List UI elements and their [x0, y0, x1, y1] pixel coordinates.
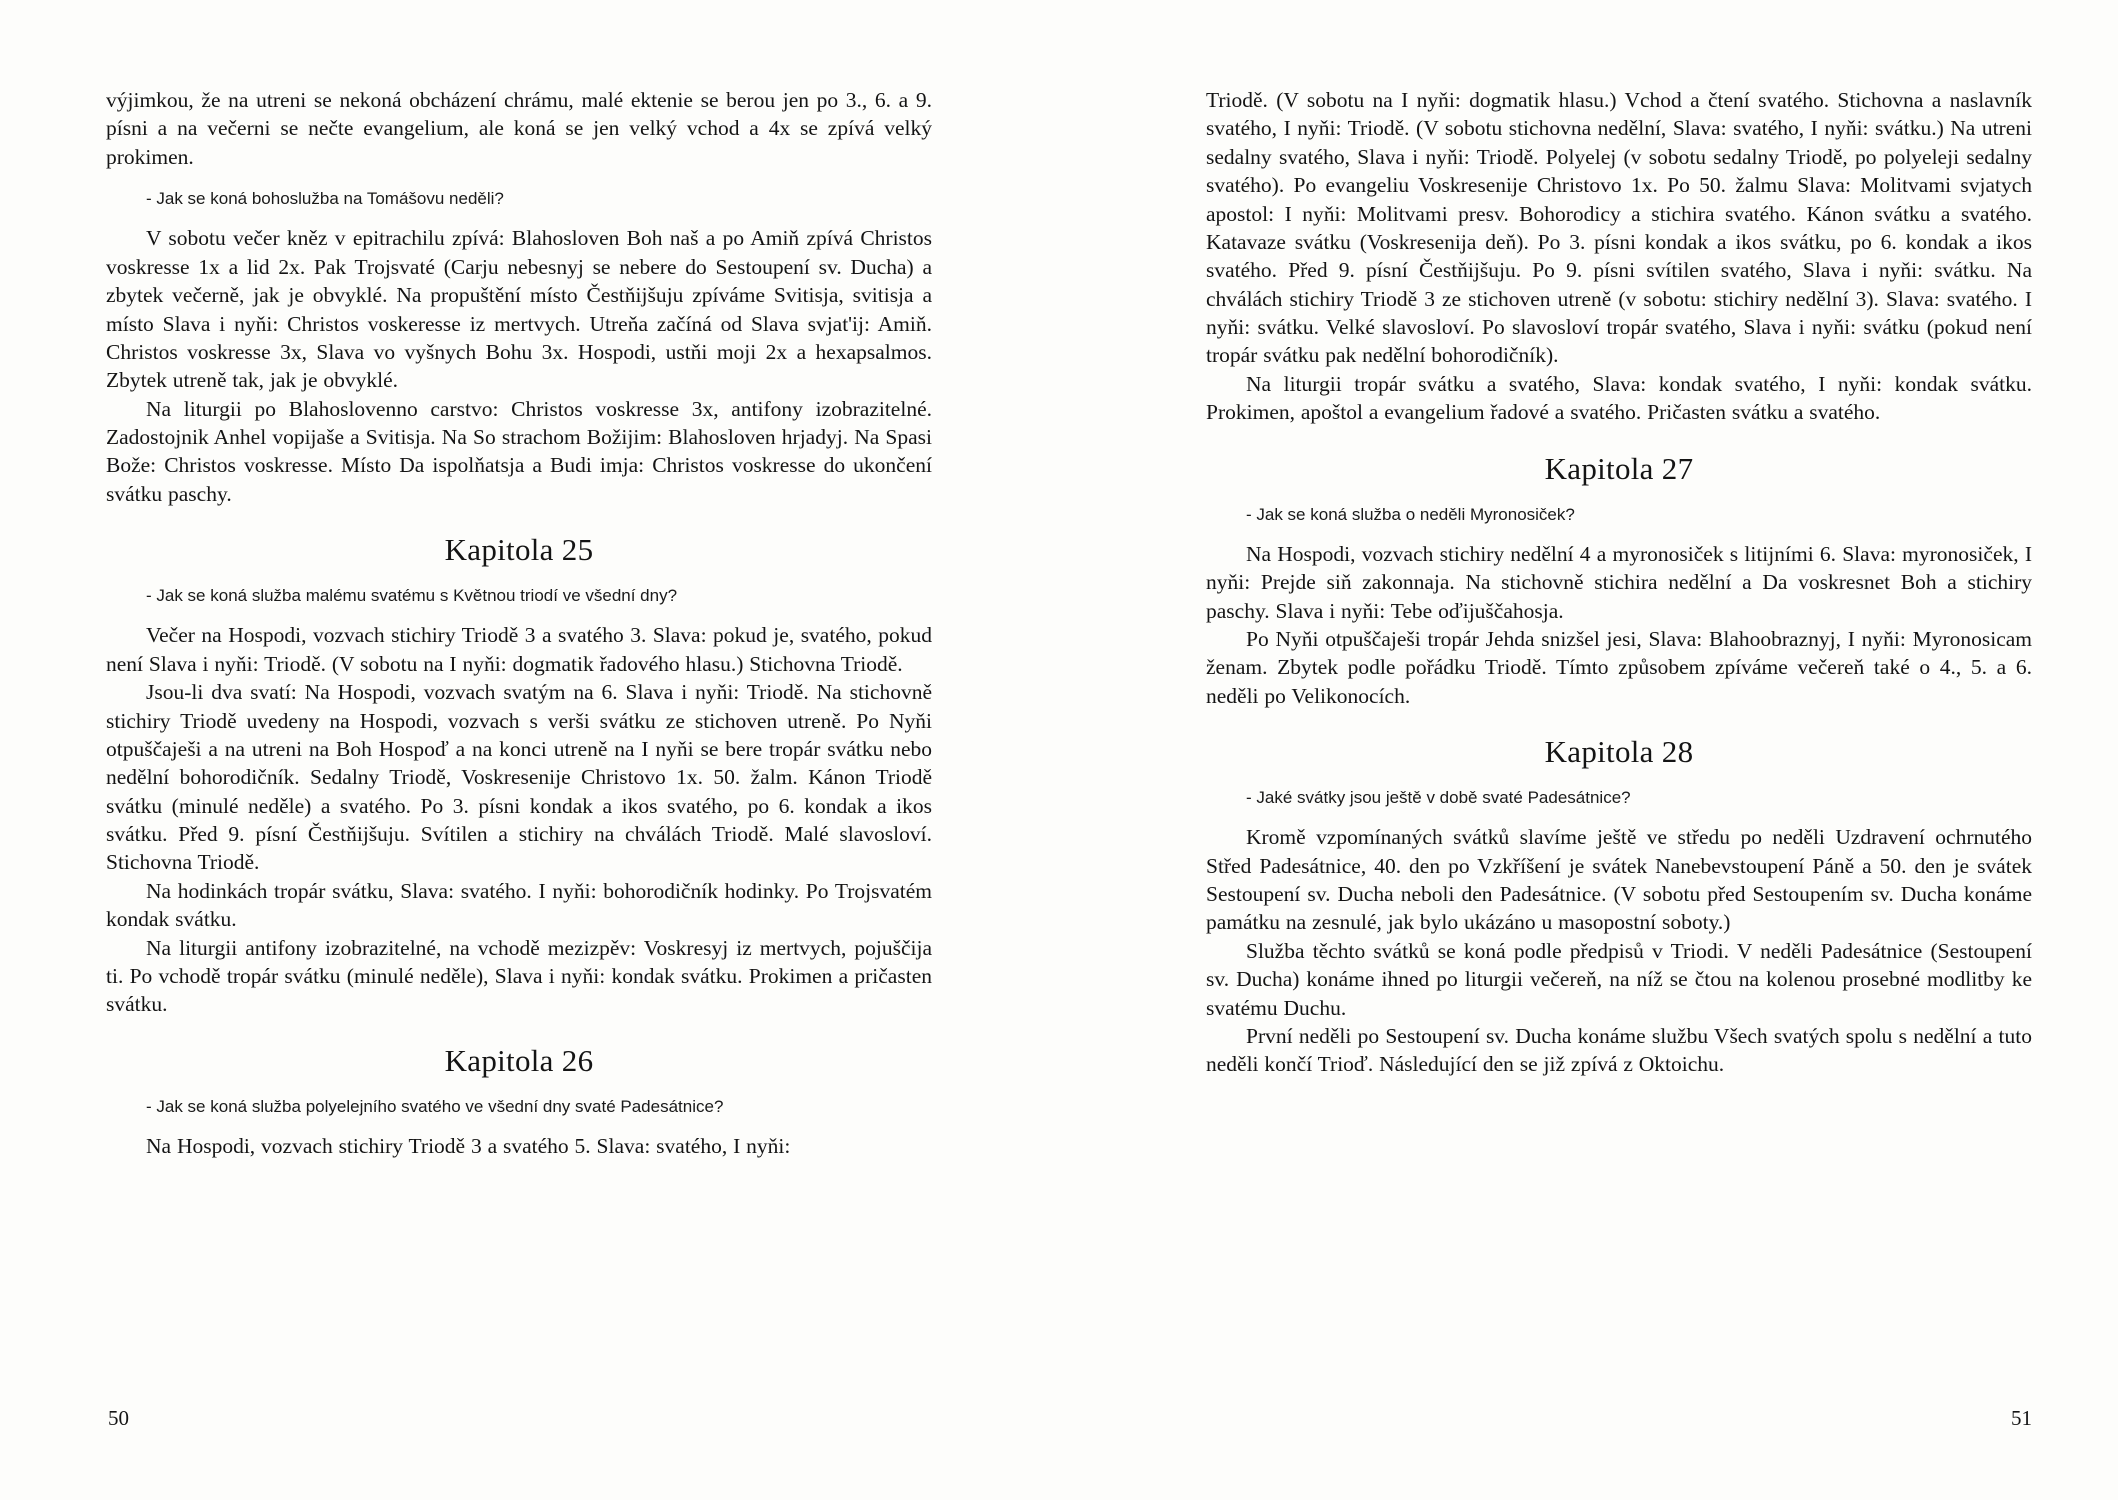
rubric-question: - Jak se koná služba malému svatému s Květnou triodí ve všední dny?	[146, 586, 678, 606]
body-paragraph: Na liturgii po Blahoslovenno carstvo: Christos voskresse 3x, antifony izobrazitelné. Zadostojnik Anhel vopijaše a Svitisja. Na So strachom Božijim: Blahosloven hrjadyj. Na Spasi Bože: Christos voskresse. Místo Da ispolňatsja a Budi imja: Christos voskresse do ukončení svátku paschy.	[106, 396, 932, 506]
body-paragraph: Služba těchto svátků se koná podle předpisů v Triodi. V neděli Padesátnice (Sestoupení sv. Ducha) konáme ihned po liturgii večereň, na níž se čtou na kolenou prosebné modlitby ke svatému Duchu.	[1206, 938, 2032, 1020]
body-paragraph: Na Hospodi, vozvach stichiry nedělní 4 a myronosiček s litijními 6. Slava: myronosiček, I nyňi: Prejde siň zakonnaja. Na stichovně stichira nedělní a Da voskresnet Boh a stichiry paschy. Slava i nyňi: Tebe oďijuščahosja.	[1206, 541, 2032, 623]
chapter-heading: Kapitola 28	[1544, 734, 1694, 769]
chapter-heading: Kapitola 26	[444, 1042, 594, 1078]
rubric-question: - Jaké svátky jsou ještě v době svaté Padesátnice?	[1246, 788, 1631, 807]
rubric-question: - Jak se koná služba polyelejního svatého ve všední dny svaté Padesátnice?	[146, 1096, 724, 1116]
rubric-question: - Jak se koná bohoslužba na Tomášovu neděli?	[146, 189, 504, 209]
chapter-heading: Kapitola 27	[1544, 450, 1694, 486]
rubric-question: - Jak se koná služba o neděli Myronosiček?	[1246, 504, 1575, 524]
body-paragraph: V sobotu večer kněz v epitrachilu zpívá: Blahosloven Boh naš a po Amiň zpívá Christos voskresse 1x a lid 2x. Pak Trojsvaté (Carju nebesnyj se nebere do Sestoupení sv. Ducha) a zbytek večerně, jak je obvyklé. Na propuštění místo Čestňijšuju zpíváme Svitisja, svitisja a místo Slava i nyňi: Christos voskeresse iz mertvych. Utreňa začíná od Slava svjat'ij: Amiň. Christos voskresse 3x, Slava vo vyšnych Bohu 3x. Hospodi, ustňi moji 2x a hexapsalmos. Zbytek utreně tak, jak je obvyklé.	[106, 226, 932, 393]
body-paragraph: Na liturgii tropár svátku a svatého, Slava: kondak svatého, I nyňi: kondak svátku. Prokimen, apoštol a evangelium řadové a svatého. Pričasten svátku a svatého.	[1206, 371, 2032, 425]
page-number-right: 51	[2011, 1406, 2032, 1430]
page-number-left: 50	[108, 1406, 129, 1430]
page-left	[106, 86, 932, 1160]
body-paragraph: První neděli po Sestoupení sv. Ducha konáme službu Všech svatých spolu s nedělní a tuto neděli končí Trioď. Následující den se již zpívá z Oktoichu.	[1206, 1023, 2032, 1077]
body-paragraph: výjimkou, že na utreni se nekoná obcházení chrámu, malé ektenie se berou jen po 3., 6. a 9. písni a na večerni se nečte evangelium, ale koná se jen velký vchod a 4x se zpívá velký prokimen.	[106, 88, 932, 169]
body-paragraph: Na hodinkách tropár svátku, Slava: svatého. I nyňi: bohorodičník hodinky. Po Trojsvatém kondak svátku.	[106, 878, 932, 932]
body-paragraph: Jsou-li dva svatí: Na Hospodi, vozvach svatým na 6. Slava i nyňi: Triodě. Na stichovně stichiry Triodě uvedeny na Hospodi, vozvach s verši svátku ze stichoven utreně. Po Nyňi otpuščaješi a na utreni na Boh Hospoď a na konci utreně na I nyňi se bere tropár svátku nebo nedělní bohorodičník. Sedalny Triodě, Voskresenije Christovo 1x. 50. žalm. Kánon Triodě svátku (minulé neděle) a svatého. Po 3. písni kondak a ikos svatého, po 6. kondak a ikos svátku. Před 9. písní Čestňijšuju. Svítilen a stichiry na chválách Triodě. Malé slavosloví. Stichovna Triodě.	[106, 680, 932, 875]
chapter-heading: Kapitola 25	[444, 532, 594, 568]
page-right	[1206, 86, 2032, 1079]
body-paragraph: Na liturgii antifony izobrazitelné, na vchodě mezizpěv: Voskresyj iz mertvych, pojuščija ti. Po vchodě tropár svátku (minulé neděle), Slava i nyňi: kondak svátku. Prokimen a pričasten svátku.	[106, 935, 932, 1017]
body-paragraph: Kromě vzpomínaných svátků slavíme ještě ve středu po neděli Uzdravení ochrnutého Střed Padesátnice, 40. den po Vzkříšení je svátek Nanebevstoupení Páně a 50. den je svátek Sestoupení sv. Ducha neboli den Padesátnice. (V sobotu před Sestoupením sv. Ducha konáme památku na zesnulé, jak bylo ukázáno u masopostní soboty.)	[1206, 825, 2032, 935]
body-paragraph: Triodě. (V sobotu na I nyňi: dogmatik hlasu.) Vchod a čtení svatého. Stichovna a naslavník svatého, I nyňi: Triodě. (V sobotu stichovna nedělní, Slava: svatého, I nyňi: svátku.) Na utreni sedalny svatého, Slava i nyňi: Triodě. Polyelej (v sobotu sedalny Triodě, po polyeleji sedalny svatého). Po evangeliu Voskresenije Christovo 1x. Po 50. žalmu Slava: Molitvami svjatych apostol: I nyňi: Molitvami presv. Bohorodicy a stichira svatého. Kánon svátku a svatého. Katavaze svátku (Voskresenija deň). Po 3. písni kondak a ikos svátku, po 6. kondak a ikos svatého. Před 9. písní Čestňijšuju. Po 9. písni svítilen svatého, Slava i nyňi: svátku. Na chválách stichiry Triodě 3 ze stichoven utreně (v sobotu: stichiry nedělní 3). Slava: svatého. I nyňi: svátku. Velké slavosloví. Po slavosloví tropár svatého, Slava i nyňi: svátku (pokud není tropár svátku pak nedělní bohorodičník).	[1206, 88, 2032, 368]
body-paragraph: Večer na Hospodi, vozvach stichiry Triodě 3 a svatého 3. Slava: pokud je, svatého, pokud není Slava i nyňi: Triodě. (V sobotu na I nyňi: dogmatik řadového hlasu.) Stichovna Triodě.	[106, 623, 932, 676]
body-paragraph: Po Nyňi otpuščaješi tropár Jehda snizšel jesi, Slava: Blahoobraznyj, I nyňi: Myronosicam ženam. Zbytek podle pořádku Triodě. Tímto způsobem zpíváme večereň také o 4., 5. a 6. neděli po Velikonocích.	[1206, 626, 2032, 708]
body-paragraph: Na Hospodi, vozvach stichiry Triodě 3 a svatého 5. Slava: svatého, I nyňi:	[146, 1133, 791, 1158]
